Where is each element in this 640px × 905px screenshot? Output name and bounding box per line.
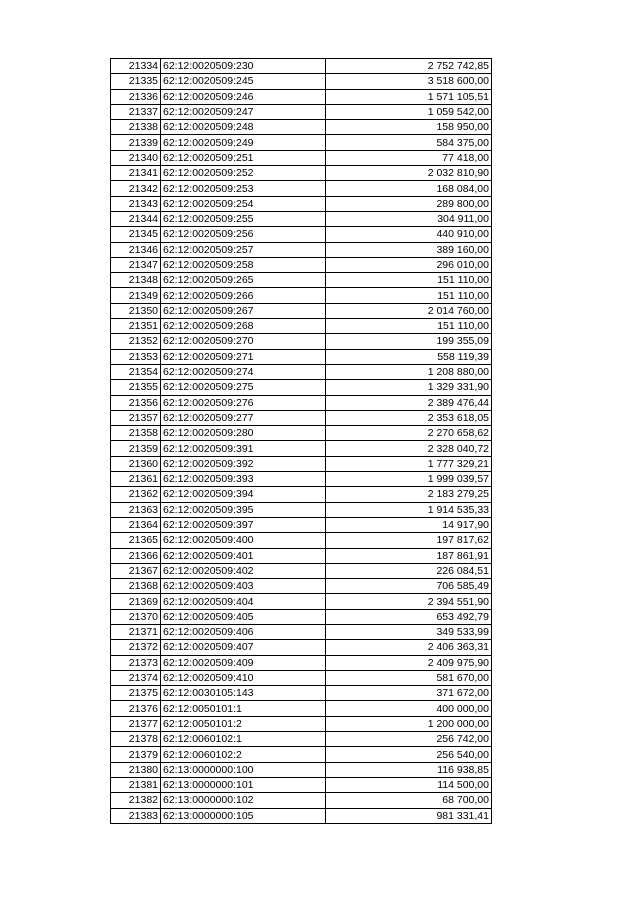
cadastral-value-cell: 2 328 040,72: [326, 441, 492, 456]
row-number-cell: 21360: [111, 456, 161, 471]
cadastral-number-cell: 62:12:0020509:400: [161, 533, 326, 548]
cadastral-value-cell: 2 014 760,00: [326, 303, 492, 318]
table-row: [111, 426, 492, 441]
cadastral-number-cell: 62:12:0020509:254: [161, 196, 326, 211]
cadastral-value-cell: 2 183 279,25: [326, 487, 492, 502]
table-row: [111, 166, 492, 181]
cadastral-value-cell: 558 119,39: [326, 349, 492, 364]
cadastral-value-cell: 226 084,51: [326, 563, 492, 578]
cadastral-value-cell: 371 672,00: [326, 686, 492, 701]
cadastral-number-cell: 62:12:0020509:275: [161, 380, 326, 395]
cadastral-number-cell: 62:12:0020509:268: [161, 319, 326, 334]
row-number-cell: 21365: [111, 533, 161, 548]
table-row: [111, 74, 492, 89]
table-row: [111, 686, 492, 701]
cadastral-value-cell: 116 938,85: [326, 762, 492, 777]
row-number-cell: 21356: [111, 395, 161, 410]
cadastral-value-cell: 584 375,00: [326, 135, 492, 150]
row-number-cell: 21339: [111, 135, 161, 150]
table-row: [111, 150, 492, 165]
table-row: [111, 502, 492, 517]
cadastral-value-cell: 68 700,00: [326, 793, 492, 808]
table-row: [111, 319, 492, 334]
cadastral-value-cell: 2 032 810,90: [326, 166, 492, 181]
cadastral-value-cell: 2 389 476,44: [326, 395, 492, 410]
cadastral-value-cell: 581 670,00: [326, 670, 492, 685]
cadastral-number-cell: 62:13:0000000:102: [161, 793, 326, 808]
row-number-cell: 21369: [111, 594, 161, 609]
row-number-cell: 21362: [111, 487, 161, 502]
cadastral-value-cell: 151 110,00: [326, 319, 492, 334]
cadastral-value-cell: 197 817,62: [326, 533, 492, 548]
row-number-cell: 21357: [111, 410, 161, 425]
row-number-cell: 21335: [111, 74, 161, 89]
table-body: [111, 59, 492, 824]
row-number-cell: 21338: [111, 120, 161, 135]
table-row: [111, 59, 492, 74]
row-number-cell: 21341: [111, 166, 161, 181]
cadastral-value-cell: 2 409 975,90: [326, 655, 492, 670]
row-number-cell: 21379: [111, 747, 161, 762]
cadastral-number-cell: 62:12:0020509:246: [161, 89, 326, 104]
table-row: [111, 227, 492, 242]
cadastral-value-cell: 2 394 551,90: [326, 594, 492, 609]
cadastral-number-cell: 62:12:0020509:392: [161, 456, 326, 471]
cadastral-number-cell: 62:12:0020509:271: [161, 349, 326, 364]
table-row: [111, 89, 492, 104]
table-row: [111, 257, 492, 272]
table-row: [111, 808, 492, 823]
cadastral-value-cell: 14 917,90: [326, 517, 492, 532]
cadastral-value-cell: 1 208 880,00: [326, 364, 492, 379]
table-row: [111, 456, 492, 471]
cadastral-number-cell: 62:12:0020509:407: [161, 640, 326, 655]
cadastral-value-cell: 256 540,00: [326, 747, 492, 762]
row-number-cell: 21381: [111, 777, 161, 792]
cadastral-value-cell: 3 518 600,00: [326, 74, 492, 89]
table-row: [111, 548, 492, 563]
cadastral-number-cell: 62:12:0020509:258: [161, 257, 326, 272]
cadastral-number-cell: 62:12:0020509:270: [161, 334, 326, 349]
row-number-cell: 21363: [111, 502, 161, 517]
row-number-cell: 21336: [111, 89, 161, 104]
row-number-cell: 21346: [111, 242, 161, 257]
cadastral-value-cell: 151 110,00: [326, 288, 492, 303]
table-row: [111, 670, 492, 685]
table-row: [111, 181, 492, 196]
table-row: [111, 747, 492, 762]
table-row: [111, 242, 492, 257]
cadastral-value-cell: 199 355,09: [326, 334, 492, 349]
cadastral-number-cell: 62:12:0020509:251: [161, 150, 326, 165]
cadastral-number-cell: 62:12:0020509:256: [161, 227, 326, 242]
cadastral-number-cell: 62:12:0020509:404: [161, 594, 326, 609]
cadastral-number-cell: 62:12:0020509:280: [161, 426, 326, 441]
cadastral-value-cell: 2 406 363,31: [326, 640, 492, 655]
table-row: [111, 135, 492, 150]
row-number-cell: 21372: [111, 640, 161, 655]
cadastral-value-cell: 400 000,00: [326, 701, 492, 716]
cadastral-value-cell: 296 010,00: [326, 257, 492, 272]
cadastral-number-cell: 62:13:0000000:101: [161, 777, 326, 792]
row-number-cell: 21370: [111, 609, 161, 624]
cadastral-number-cell: 62:12:0020509:248: [161, 120, 326, 135]
cadastral-number-cell: 62:12:0020509:402: [161, 563, 326, 578]
cadastral-number-cell: 62:12:0050101:2: [161, 716, 326, 731]
table-row: [111, 104, 492, 119]
cadastral-value-cell: 256 742,00: [326, 732, 492, 747]
table-row: [111, 395, 492, 410]
cadastral-value-cell: 151 110,00: [326, 273, 492, 288]
row-number-cell: 21334: [111, 59, 161, 74]
row-number-cell: 21355: [111, 380, 161, 395]
row-number-cell: 21368: [111, 579, 161, 594]
cadastral-value-cell: 187 861,91: [326, 548, 492, 563]
cadastral-number-cell: 62:12:0020509:265: [161, 273, 326, 288]
cadastral-number-cell: 62:12:0020509:410: [161, 670, 326, 685]
table-row: [111, 364, 492, 379]
table-row: [111, 472, 492, 487]
table-row: [111, 303, 492, 318]
table-row: [111, 533, 492, 548]
cadastral-number-cell: 62:12:0020509:266: [161, 288, 326, 303]
cadastral-value-cell: 2 353 618,05: [326, 410, 492, 425]
row-number-cell: 21347: [111, 257, 161, 272]
cadastral-value-cell: 1 777 329,21: [326, 456, 492, 471]
cadastral-number-cell: 62:12:0020509:247: [161, 104, 326, 119]
cadastral-number-cell: 62:12:0020509:394: [161, 487, 326, 502]
table-row: [111, 211, 492, 226]
cadastral-number-cell: 62:12:0020509:267: [161, 303, 326, 318]
table-row: [111, 273, 492, 288]
cadastral-number-cell: 62:12:0020509:397: [161, 517, 326, 532]
cadastral-value-cell: 706 585,49: [326, 579, 492, 594]
cadastral-value-cell: 168 084,00: [326, 181, 492, 196]
row-number-cell: 21359: [111, 441, 161, 456]
row-number-cell: 21371: [111, 624, 161, 639]
cadastral-number-cell: 62:12:0020509:253: [161, 181, 326, 196]
table-row: [111, 701, 492, 716]
row-number-cell: 21344: [111, 211, 161, 226]
row-number-cell: 21348: [111, 273, 161, 288]
cadastral-number-cell: 62:12:0020509:230: [161, 59, 326, 74]
row-number-cell: 21349: [111, 288, 161, 303]
table-row: [111, 487, 492, 502]
cadastral-number-cell: 62:12:0020509:401: [161, 548, 326, 563]
table-row: [111, 288, 492, 303]
table-row: [111, 732, 492, 747]
cadastral-number-cell: 62:12:0020509:257: [161, 242, 326, 257]
row-number-cell: 21342: [111, 181, 161, 196]
cadastral-number-cell: 62:12:0020509:255: [161, 211, 326, 226]
cadastral-value-cell: 1 914 535,33: [326, 502, 492, 517]
cadastral-value-cell: 1 329 331,90: [326, 380, 492, 395]
cadastral-number-cell: 62:12:0030105:143: [161, 686, 326, 701]
row-number-cell: 21380: [111, 762, 161, 777]
cadastral-number-cell: 62:12:0020509:395: [161, 502, 326, 517]
row-number-cell: 21378: [111, 732, 161, 747]
cadastral-number-cell: 62:13:0000000:105: [161, 808, 326, 823]
table-row: [111, 517, 492, 532]
table-row: [111, 563, 492, 578]
row-number-cell: 21366: [111, 548, 161, 563]
cadastral-value-cell: 304 911,00: [326, 211, 492, 226]
cadastral-number-cell: 62:12:0020509:393: [161, 472, 326, 487]
cadastral-number-cell: 62:12:0020509:391: [161, 441, 326, 456]
cadastral-number-cell: 62:12:0020509:276: [161, 395, 326, 410]
cadastral-value-cell: 1 059 542,00: [326, 104, 492, 119]
cadastral-number-cell: 62:12:0020509:406: [161, 624, 326, 639]
cadastral-value-cell: 2 752 742,85: [326, 59, 492, 74]
table-row: [111, 609, 492, 624]
table-row: [111, 410, 492, 425]
cadastral-number-cell: 62:12:0020509:409: [161, 655, 326, 670]
cadastral-value-cell: 653 492,79: [326, 609, 492, 624]
row-number-cell: 21375: [111, 686, 161, 701]
cadastral-number-cell: 62:12:0020509:403: [161, 579, 326, 594]
table-row: [111, 762, 492, 777]
row-number-cell: 21376: [111, 701, 161, 716]
cadastral-number-cell: 62:12:0060102:2: [161, 747, 326, 762]
row-number-cell: 21353: [111, 349, 161, 364]
row-number-cell: 21361: [111, 472, 161, 487]
row-number-cell: 21367: [111, 563, 161, 578]
table-row: [111, 334, 492, 349]
table-row: [111, 655, 492, 670]
cadastral-value-cell: 349 533,99: [326, 624, 492, 639]
row-number-cell: 21352: [111, 334, 161, 349]
cadastral-value-cell: 1 200 000,00: [326, 716, 492, 731]
table-row: [111, 579, 492, 594]
cadastral-value-cell: 1 999 039,57: [326, 472, 492, 487]
table-row: [111, 594, 492, 609]
cadastral-value-cell: 1 571 105,51: [326, 89, 492, 104]
row-number-cell: 21343: [111, 196, 161, 211]
row-number-cell: 21350: [111, 303, 161, 318]
table-row: [111, 624, 492, 639]
row-number-cell: 21383: [111, 808, 161, 823]
table-row: [111, 777, 492, 792]
row-number-cell: 21340: [111, 150, 161, 165]
cadastral-number-cell: 62:12:0020509:405: [161, 609, 326, 624]
row-number-cell: 21382: [111, 793, 161, 808]
table-row: [111, 349, 492, 364]
cadastral-value-cell: 440 910,00: [326, 227, 492, 242]
cadastral-value-cell: 77 418,00: [326, 150, 492, 165]
cadastral-number-cell: 62:12:0020509:274: [161, 364, 326, 379]
cadastral-number-cell: 62:13:0000000:100: [161, 762, 326, 777]
table-row: [111, 793, 492, 808]
cadastral-number-cell: 62:12:0020509:252: [161, 166, 326, 181]
row-number-cell: 21337: [111, 104, 161, 119]
row-number-cell: 21358: [111, 426, 161, 441]
cadastral-number-cell: 62:12:0020509:245: [161, 74, 326, 89]
row-number-cell: 21374: [111, 670, 161, 685]
row-number-cell: 21345: [111, 227, 161, 242]
cadastral-number-cell: 62:12:0020509:277: [161, 410, 326, 425]
table-row: [111, 196, 492, 211]
cadastral-value-cell: 114 500,00: [326, 777, 492, 792]
table-row: [111, 120, 492, 135]
cadastral-number-cell: 62:12:0060102:1: [161, 732, 326, 747]
cadastral-number-cell: 62:12:0020509:249: [161, 135, 326, 150]
cadastral-value-cell: 2 270 658,62: [326, 426, 492, 441]
row-number-cell: 21377: [111, 716, 161, 731]
cadastral-number-cell: 62:12:0050101:1: [161, 701, 326, 716]
table-row: [111, 716, 492, 731]
table-row: [111, 441, 492, 456]
row-number-cell: 21351: [111, 319, 161, 334]
cadastral-value-cell: 981 331,41: [326, 808, 492, 823]
cadastral-value-cell: 158 950,00: [326, 120, 492, 135]
cadastral-value-cell: 289 800,00: [326, 196, 492, 211]
row-number-cell: 21354: [111, 364, 161, 379]
cadastral-value-table: [110, 58, 492, 824]
row-number-cell: 21364: [111, 517, 161, 532]
table-row: [111, 640, 492, 655]
table-row: [111, 380, 492, 395]
cadastral-value-cell: 389 160,00: [326, 242, 492, 257]
row-number-cell: 21373: [111, 655, 161, 670]
